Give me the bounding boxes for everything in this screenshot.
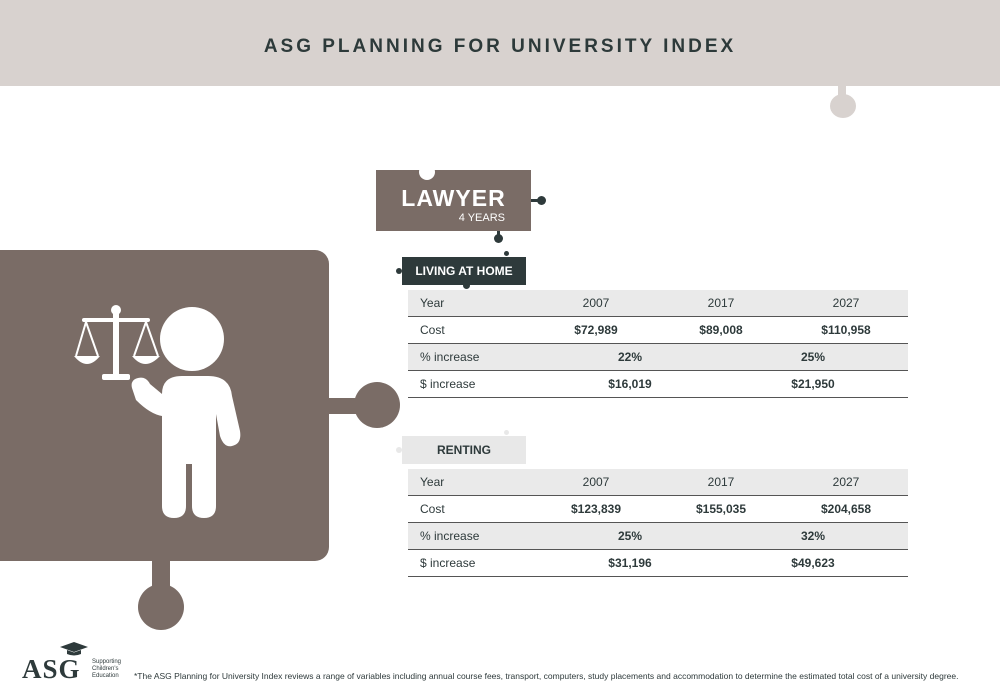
panel-bottom-knob xyxy=(138,584,184,630)
puzzle-knob-left xyxy=(182,62,208,86)
puzzle-knob-right xyxy=(830,94,856,118)
row-label: $ increase xyxy=(420,556,476,570)
table-row-cost xyxy=(408,496,908,523)
pct-increase-2007-2017: 25% xyxy=(617,529,643,543)
table-row-pct-increase xyxy=(408,344,908,371)
dollar-increase-2007-2017: $16,019 xyxy=(608,377,652,391)
home-label-dot-left xyxy=(396,268,402,274)
table-row-pct-increase xyxy=(408,523,908,550)
row-label: Cost xyxy=(420,502,445,516)
cost-2007: $72,989 xyxy=(574,323,618,337)
career-bottom-stem xyxy=(497,231,500,236)
table-row-dollar-increase xyxy=(408,550,908,577)
cost-2027: $204,658 xyxy=(820,502,872,516)
career-top-cut xyxy=(419,164,435,180)
pct-increase-2017-2027: 25% xyxy=(800,350,826,364)
logo-text: ASG xyxy=(22,654,81,684)
logo-tag-line-3: Education xyxy=(92,673,119,679)
living-at-home-label: LIVING AT HOME xyxy=(402,257,526,285)
footer-note: *The ASG Planning for University Index reviews a range of variables including annual course fees, transport, computers, study placements and accommodation to determine the estimated total cost of a university degree. xyxy=(134,671,959,681)
table-row-dollar-increase xyxy=(408,371,908,398)
living-at-home-table xyxy=(408,290,908,398)
table-row-cost xyxy=(408,317,908,344)
logo-tag-line-1: Supporting xyxy=(92,659,122,665)
asg-logo xyxy=(22,642,132,686)
table-row-year xyxy=(408,290,908,317)
page-title: ASG PLANNING FOR UNIVERSITY INDEX xyxy=(263,36,737,57)
year-2027: 2027 xyxy=(832,296,860,310)
panel-right-knob xyxy=(354,382,400,428)
row-label: % increase xyxy=(420,350,480,364)
home-label-dot-top xyxy=(504,251,509,256)
row-label: % increase xyxy=(420,529,480,543)
logo-tag-line-2: Children's xyxy=(92,666,119,672)
rent-label-dot-left xyxy=(396,447,402,453)
row-label: Cost xyxy=(420,323,445,337)
row-label: Year xyxy=(420,475,445,489)
table-row-year xyxy=(408,469,908,496)
year-2007: 2007 xyxy=(582,296,610,310)
career-duration: 4 YEARS xyxy=(458,212,505,224)
year-2017: 2017 xyxy=(707,475,735,489)
home-label-dot-bottom xyxy=(463,282,470,289)
lawyer-with-scales-icon xyxy=(70,296,270,526)
row-label: Year xyxy=(420,296,445,310)
dollar-increase-2017-2027: $21,950 xyxy=(791,377,835,391)
renting-table xyxy=(408,469,908,577)
career-right-dot xyxy=(537,196,546,205)
cost-2027: $110,958 xyxy=(821,323,871,337)
year-2027: 2027 xyxy=(832,475,860,489)
renting-label: RENTING xyxy=(402,436,526,464)
dollar-increase-2017-2027: $49,623 xyxy=(791,556,835,570)
cost-2017: $89,008 xyxy=(699,323,743,337)
year-2007: 2007 xyxy=(582,475,610,489)
cost-2017: $155,035 xyxy=(695,502,747,516)
row-label: $ increase xyxy=(420,377,476,391)
year-2017: 2017 xyxy=(707,296,735,310)
cost-2007: $123,839 xyxy=(570,502,622,516)
pct-increase-2007-2017: 22% xyxy=(617,350,643,364)
career-title: LAWYER xyxy=(401,185,506,211)
dollar-increase-2007-2017: $31,196 xyxy=(608,556,652,570)
rent-label-dot-top xyxy=(504,430,509,435)
pct-increase-2017-2027: 32% xyxy=(800,529,826,543)
career-box xyxy=(376,170,531,231)
